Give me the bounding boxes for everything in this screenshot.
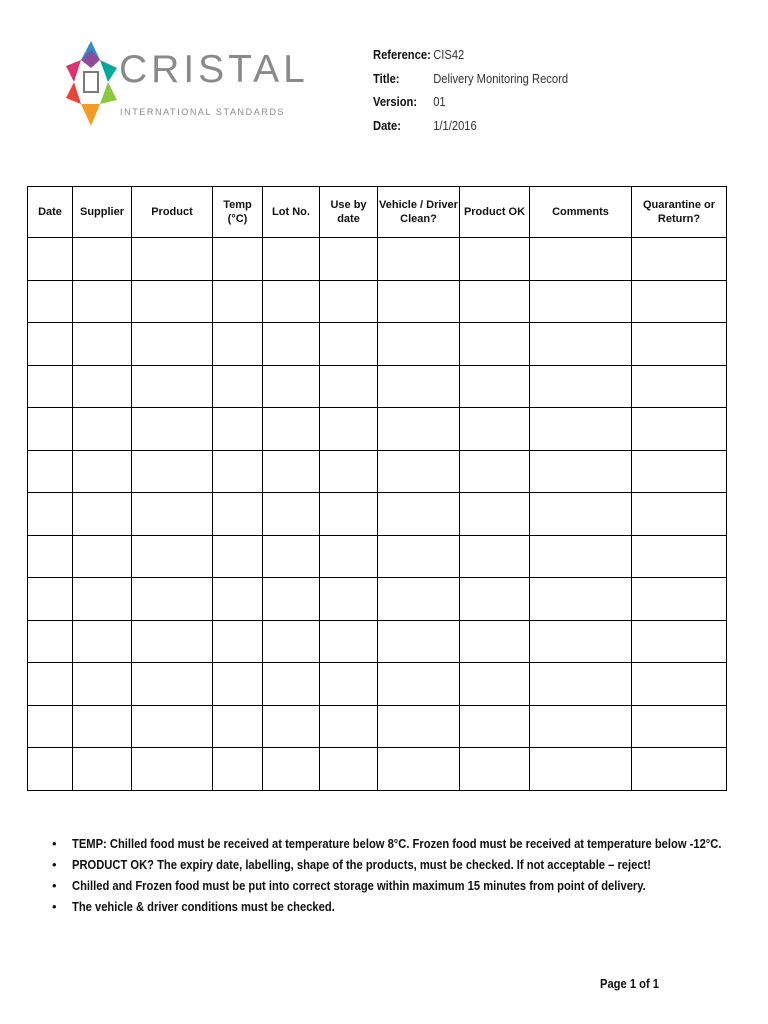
table-cell[interactable]	[263, 280, 320, 323]
header-vehicle-driver-clean: Vehicle / Driver Clean?	[378, 187, 460, 238]
table-cell[interactable]	[28, 663, 73, 706]
meta-value: 1/1/2016	[433, 117, 477, 133]
table-row	[28, 535, 727, 578]
table-cell[interactable]	[632, 663, 727, 706]
table-cell[interactable]	[632, 535, 727, 578]
table-row	[28, 365, 727, 408]
table-cell[interactable]	[632, 620, 727, 663]
table-cell[interactable]	[460, 705, 530, 748]
table-cell[interactable]	[530, 493, 632, 536]
table-cell[interactable]	[132, 280, 213, 323]
table-cell[interactable]	[632, 365, 727, 408]
table-row	[28, 280, 727, 323]
table-cell[interactable]	[213, 408, 263, 451]
table-cell[interactable]	[530, 705, 632, 748]
table-cell[interactable]	[73, 238, 132, 281]
table-cell[interactable]	[320, 578, 378, 621]
table-cell[interactable]	[263, 238, 320, 281]
table-cell[interactable]	[320, 323, 378, 366]
table-cell[interactable]	[378, 323, 460, 366]
table-cell[interactable]	[460, 408, 530, 451]
table-cell[interactable]	[632, 408, 727, 451]
table-cell[interactable]	[73, 323, 132, 366]
meta-reference	[373, 43, 568, 67]
header-product: Product	[132, 187, 213, 238]
table-cell[interactable]	[28, 578, 73, 621]
table-cell[interactable]	[632, 238, 727, 281]
header-comments: Comments	[530, 187, 632, 238]
table-cell[interactable]	[213, 578, 263, 621]
table-cell[interactable]	[213, 705, 263, 748]
table-cell[interactable]	[213, 365, 263, 408]
table-cell[interactable]	[378, 663, 460, 706]
table-cell[interactable]	[132, 450, 213, 493]
table-cell[interactable]	[460, 493, 530, 536]
table-cell[interactable]	[132, 748, 213, 791]
table-cell[interactable]	[213, 238, 263, 281]
table-cell[interactable]	[320, 535, 378, 578]
table-cell[interactable]	[263, 493, 320, 536]
table-cell[interactable]	[263, 705, 320, 748]
table-cell[interactable]	[73, 748, 132, 791]
bullet-icon: •	[52, 857, 57, 872]
table-cell[interactable]	[320, 493, 378, 536]
meta-label: Version:	[373, 94, 418, 110]
table-cell[interactable]	[213, 663, 263, 706]
table-cell[interactable]	[320, 450, 378, 493]
table-cell[interactable]	[378, 535, 460, 578]
table-cell[interactable]	[213, 748, 263, 791]
table-cell[interactable]	[28, 365, 73, 408]
table-cell[interactable]	[530, 323, 632, 366]
meta-value: 01	[433, 94, 446, 110]
table-cell[interactable]	[320, 238, 378, 281]
table-cell[interactable]	[132, 705, 213, 748]
table-row	[28, 238, 727, 281]
table-cell[interactable]	[320, 705, 378, 748]
note-item	[52, 854, 768, 875]
table-cell[interactable]	[213, 493, 263, 536]
cristal-logo	[64, 38, 309, 133]
table-cell[interactable]	[320, 365, 378, 408]
table-cell[interactable]	[632, 450, 727, 493]
table-cell[interactable]	[320, 280, 378, 323]
table-cell[interactable]	[378, 365, 460, 408]
header-lot-no: Lot No.	[263, 187, 320, 238]
table-cell[interactable]	[263, 620, 320, 663]
header-use-by-date: Use by date	[320, 187, 378, 238]
table-cell[interactable]	[460, 450, 530, 493]
table-cell[interactable]	[263, 408, 320, 451]
note-text: The vehicle & driver conditions must be checked.	[72, 899, 335, 914]
table-cell[interactable]	[530, 535, 632, 578]
header-date: Date	[28, 187, 73, 238]
table-cell[interactable]	[263, 748, 320, 791]
bullet-icon: •	[52, 899, 57, 914]
table-cell[interactable]	[530, 620, 632, 663]
note-item	[52, 875, 768, 896]
table-cell[interactable]	[132, 365, 213, 408]
table-cell[interactable]	[378, 493, 460, 536]
table-cell[interactable]	[632, 493, 727, 536]
table-cell[interactable]	[213, 323, 263, 366]
table-cell[interactable]	[73, 620, 132, 663]
header-supplier: Supplier	[73, 187, 132, 238]
table-cell[interactable]	[632, 578, 727, 621]
table-cell[interactable]	[28, 238, 73, 281]
table-cell[interactable]	[132, 663, 213, 706]
table-header-row	[28, 187, 727, 238]
cristal-star-icon	[64, 38, 120, 133]
table-cell[interactable]	[73, 280, 132, 323]
note-item	[52, 833, 768, 854]
table-cell[interactable]	[28, 748, 73, 791]
table-cell[interactable]	[530, 365, 632, 408]
page-number: Page 1 of 1	[600, 976, 660, 991]
table-cell[interactable]	[263, 450, 320, 493]
table-cell[interactable]	[378, 238, 460, 281]
table-cell[interactable]	[73, 535, 132, 578]
table-row	[28, 663, 727, 706]
table-cell[interactable]	[28, 705, 73, 748]
table-cell[interactable]	[460, 748, 530, 791]
table-cell[interactable]	[73, 365, 132, 408]
table-cell[interactable]	[530, 663, 632, 706]
document-meta	[373, 43, 600, 137]
note-text: Chilled and Frozen food must be put into correct storage within maximum 15 minutes from point of delivery.	[72, 878, 646, 893]
meta-value: Delivery Monitoring Record	[433, 70, 569, 86]
table-cell[interactable]	[460, 578, 530, 621]
table-cell[interactable]	[263, 578, 320, 621]
table-cell[interactable]	[530, 408, 632, 451]
table-cell[interactable]	[132, 493, 213, 536]
table-cell[interactable]	[378, 620, 460, 663]
table-cell[interactable]	[28, 323, 73, 366]
table-cell[interactable]	[320, 620, 378, 663]
meta-title	[373, 67, 568, 91]
table-cell[interactable]	[213, 620, 263, 663]
table-row	[28, 705, 727, 748]
table-cell[interactable]	[263, 663, 320, 706]
delivery-monitoring-table	[27, 186, 727, 791]
table-cell[interactable]	[378, 578, 460, 621]
table-cell[interactable]	[460, 663, 530, 706]
table-row	[28, 748, 727, 791]
table-cell[interactable]	[320, 748, 378, 791]
table-cell[interactable]	[632, 748, 727, 791]
table-row	[28, 620, 727, 663]
table-cell[interactable]	[530, 450, 632, 493]
table-cell[interactable]	[378, 705, 460, 748]
table-body	[28, 238, 727, 791]
table-row	[28, 578, 727, 621]
table-row	[28, 493, 727, 536]
table-cell[interactable]	[320, 663, 378, 706]
table-cell[interactable]	[132, 323, 213, 366]
header-product-ok: Product OK	[460, 187, 530, 238]
table-cell[interactable]	[378, 748, 460, 791]
logo-tagline: INTERNATIONAL STANDARDS	[120, 107, 286, 117]
table-row	[28, 323, 727, 366]
table-row	[28, 408, 727, 451]
table-cell[interactable]	[73, 578, 132, 621]
table-cell[interactable]	[132, 238, 213, 281]
table-cell[interactable]	[460, 280, 530, 323]
table-cell[interactable]	[73, 408, 132, 451]
table-cell[interactable]	[73, 450, 132, 493]
table-cell[interactable]	[132, 620, 213, 663]
logo-wordmark: CRISTAL	[119, 48, 309, 91]
table-cell[interactable]	[460, 535, 530, 578]
table-cell[interactable]	[632, 280, 727, 323]
header-quarantine-or-return: Quarantine or Return?	[632, 187, 727, 238]
table-cell[interactable]	[213, 450, 263, 493]
table-cell[interactable]	[530, 280, 632, 323]
table-cell[interactable]	[132, 535, 213, 578]
meta-value: CIS42	[433, 47, 465, 63]
table-row	[28, 450, 727, 493]
table-cell[interactable]	[213, 535, 263, 578]
table-cell[interactable]	[530, 578, 632, 621]
note-text: TEMP: Chilled food must be received at temperature below 8°C. Frozen food must be received at temperature below -12°C.	[72, 836, 722, 851]
table-cell[interactable]	[632, 323, 727, 366]
table-cell[interactable]	[73, 663, 132, 706]
table-cell[interactable]	[460, 323, 530, 366]
table-cell[interactable]	[460, 365, 530, 408]
table-cell[interactable]	[73, 493, 132, 536]
table-cell[interactable]	[263, 365, 320, 408]
meta-label: Reference:	[373, 47, 431, 63]
table-cell[interactable]	[28, 408, 73, 451]
meta-date	[373, 114, 568, 138]
table-cell[interactable]	[632, 705, 727, 748]
table-cell[interactable]	[530, 748, 632, 791]
table-cell[interactable]	[378, 280, 460, 323]
table-cell[interactable]	[460, 620, 530, 663]
table-cell[interactable]	[320, 408, 378, 451]
meta-label: Title:	[373, 70, 400, 86]
table-cell[interactable]	[132, 408, 213, 451]
bullet-icon: •	[52, 836, 57, 851]
table-cell[interactable]	[28, 280, 73, 323]
table-cell[interactable]	[28, 535, 73, 578]
notes-list	[52, 833, 768, 917]
bullet-icon: •	[52, 878, 57, 893]
table-cell[interactable]	[28, 620, 73, 663]
table-cell[interactable]	[460, 238, 530, 281]
meta-version	[373, 90, 568, 114]
table-cell[interactable]	[28, 493, 73, 536]
table-cell[interactable]	[213, 280, 263, 323]
table-cell[interactable]	[378, 408, 460, 451]
table-cell[interactable]	[73, 705, 132, 748]
table-cell[interactable]	[263, 323, 320, 366]
table-cell[interactable]	[263, 535, 320, 578]
note-text: PRODUCT OK? The expiry date, labelling, shape of the products, must be checked. If not acceptable – reject!	[72, 857, 652, 872]
header-temp: Temp (°C)	[213, 187, 263, 238]
meta-label: Date:	[373, 117, 401, 133]
table-cell[interactable]	[530, 238, 632, 281]
table-cell[interactable]	[28, 450, 73, 493]
table-cell[interactable]	[132, 578, 213, 621]
note-item	[52, 896, 768, 917]
table-cell[interactable]	[378, 450, 460, 493]
